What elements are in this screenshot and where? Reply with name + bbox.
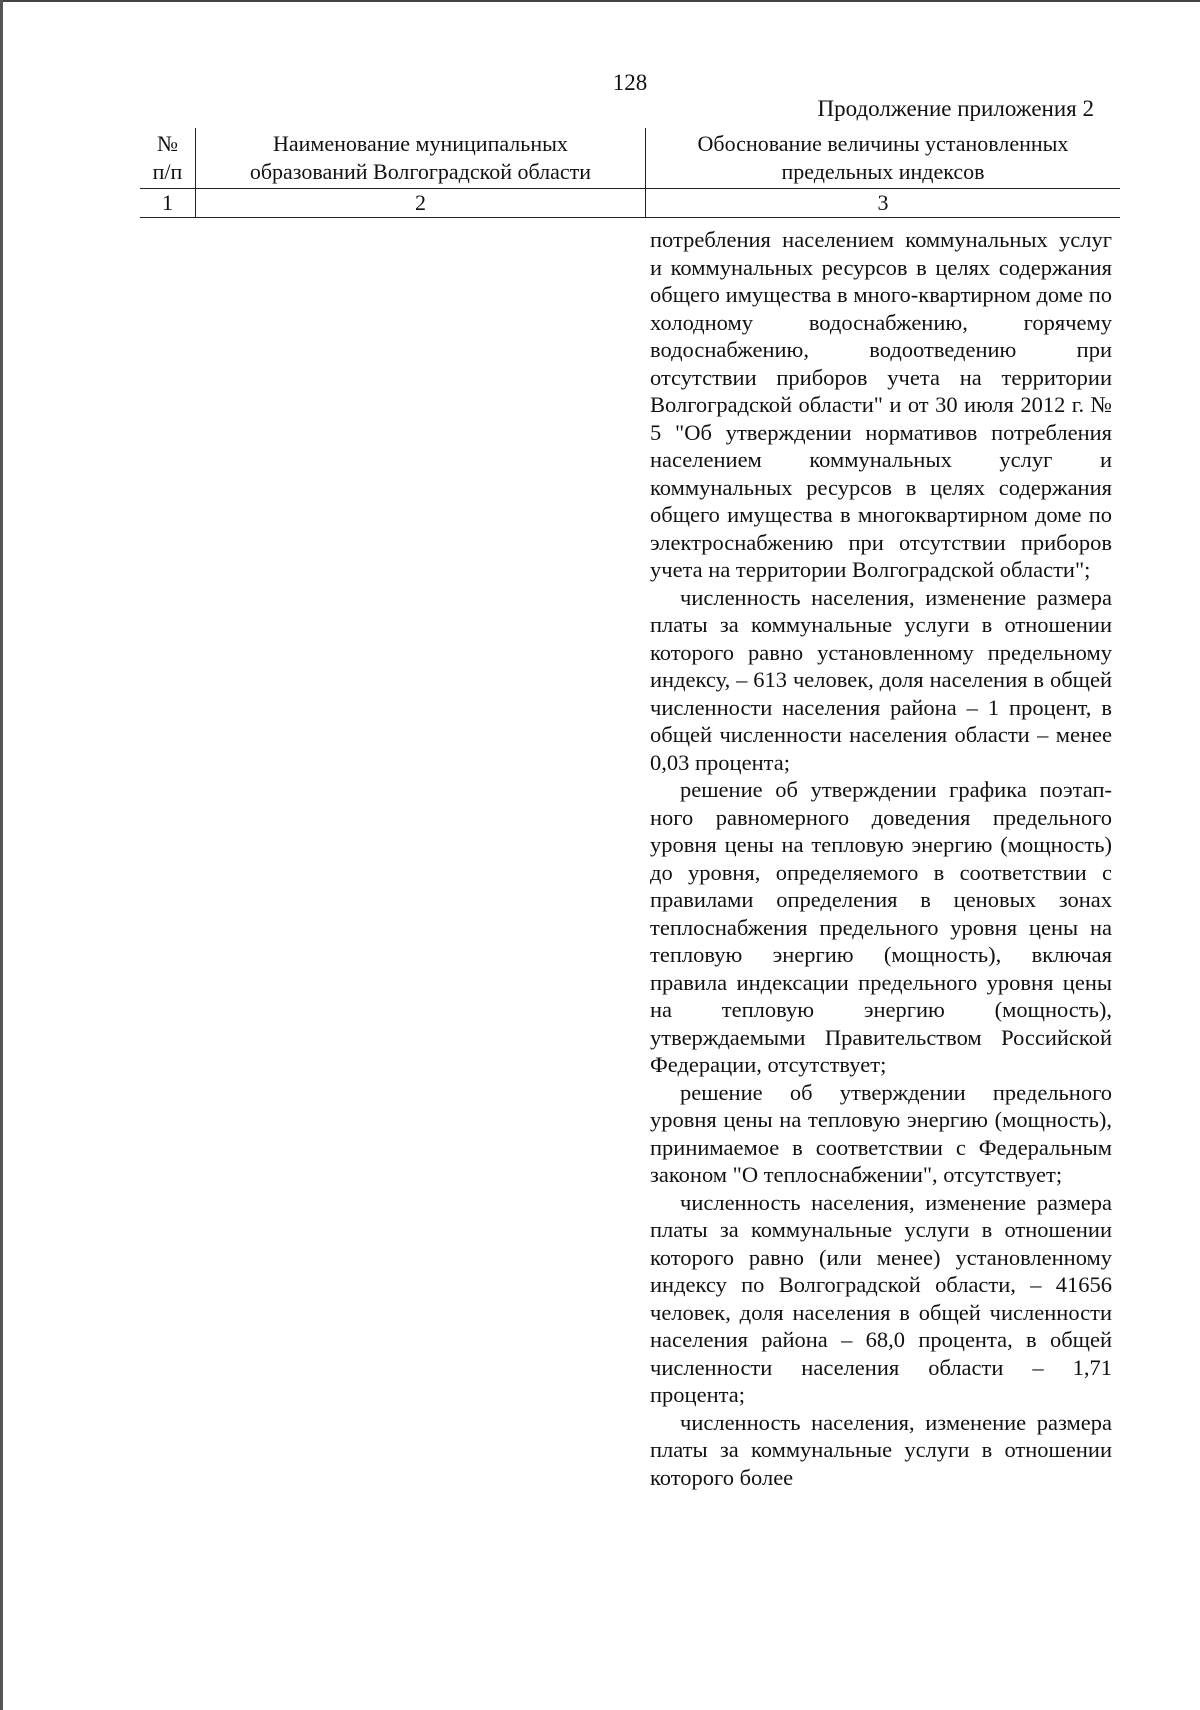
appendix-continuation-note: Продолжение приложения 2 (817, 96, 1094, 121)
paragraph-heat-price-schedule: решение об утверждении графика поэтап-ного равномерного доведения предельного уровня цены на тепловую энергию (мощность) до уровня, определяемого в соответствии с правилами определения в ценовых зонах теплоснабжения предельного уровня цены на тепловую энергию (мощность), включая правила индексации предельного уровня цены на тепловую энергию (мощность), утверждаемыми Правительством Российской Федерации, отсутствует; (650, 777, 1112, 1077)
column-header-justification (645, 128, 1120, 189)
header-table (140, 128, 1120, 218)
column-header-municipality-text: Наименование муниципальных образований Волгоградской области (249, 131, 592, 184)
column-number-2: 2 (195, 189, 645, 218)
column-header-number-text: № п/п (152, 131, 183, 184)
paragraph-population-more: численность населения, изменение размера платы за коммунальные услуги в отношении которого более (650, 1409, 1112, 1490)
column-number-1: 1 (140, 189, 195, 218)
paragraph-heat-price-limit: решение об утверждении предельного уровня цены на тепловую энергию (мощность), принимаемое в соответствии с Федеральным законом "О теплоснабжении", отсутствует; (650, 1079, 1112, 1187)
column-number-3: 3 (645, 189, 1120, 218)
scan-edge-top (0, 0, 1200, 2)
paragraph-population-613: численность населения, изменение размера платы за коммунальные услуги в отношении которого равно установленному предельному индексу, – 613 человек, доля населения в общей численности населения района – 1 процент, в общей численности населения области – менее 0,03 процента; (650, 584, 1112, 775)
table-column-numbers-row (140, 189, 1120, 218)
column-header-justification-text: Обоснование величины установленных предельных индексов (697, 131, 1069, 184)
page-number: 128 (612, 70, 648, 95)
table-header-row (140, 128, 1120, 189)
column-header-municipality (195, 128, 645, 189)
column-header-number (140, 128, 195, 189)
paragraph-population-41656: численность населения, изменение размера платы за коммунальные услуги в отношении которого равно (или менее) установленному индексу по Волгоградской области, – 41656 человек, доля населения в общей численности населения района – 68,0 процента, в общей численности населения области – 1,71 процента; (650, 1189, 1112, 1407)
scan-edge-left (0, 0, 3, 1710)
justification-text-column (650, 226, 1112, 1491)
paragraph-norms-decree: потребления населением коммунальных услуг и коммунальных ресурсов в целях содержания общего имущества в много-квартирном доме по холодному водоснабжению, горячему водоснабжению, водоотведению при отсутствии приборов учета на территории Волгоградской области" и от 30 июля 2012 г. № 5 "Об утверждении нормативов потребления населением коммунальных услуг и коммунальных ресурсов в целях содержания общего имущества в многоквартирном доме по электроснабжению при отсутствии приборов учета на территории Волгоградской области"; (650, 227, 1112, 582)
